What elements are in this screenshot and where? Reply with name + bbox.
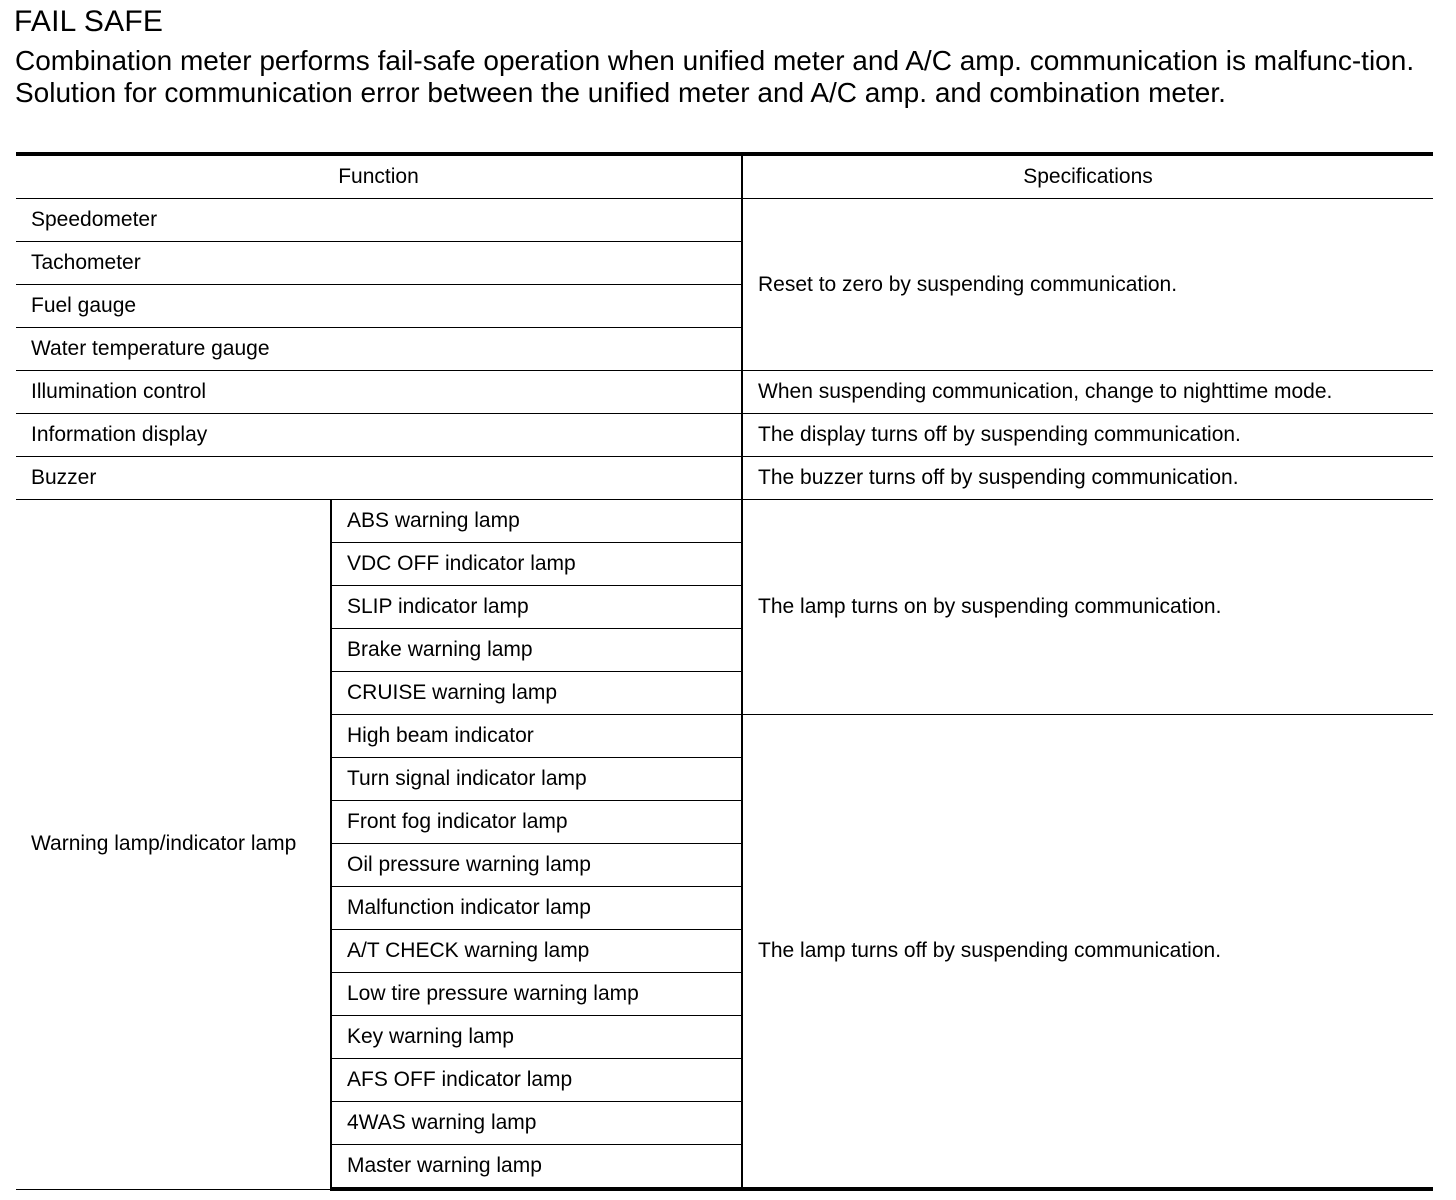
function-tachometer: Tachometer	[16, 242, 742, 285]
lamp-brake-warning: Brake warning lamp	[331, 629, 742, 672]
lamp-at-check-warning: A/T CHECK warning lamp	[331, 930, 742, 973]
function-fuel-gauge: Fuel gauge	[16, 285, 742, 328]
lamp-slip-indicator: SLIP indicator lamp	[331, 586, 742, 629]
lamp-master-warning: Master warning lamp	[331, 1145, 742, 1190]
lamp-cruise-warning: CRUISE warning lamp	[331, 672, 742, 715]
page-title: FAIL SAFE	[14, 5, 164, 38]
spec-lamps-off: The lamp turns off by suspending communication.	[742, 715, 1433, 1190]
table-row	[16, 457, 1433, 500]
lamp-4was-warning: 4WAS warning lamp	[331, 1102, 742, 1145]
intro-line-2: Solution for communication error between the unified meter and A/C amp. and combination meter.	[15, 77, 1226, 108]
spec-info-display: The display turns off by suspending communication.	[742, 414, 1433, 457]
lamp-low-tire-pressure-warning: Low tire pressure warning lamp	[331, 973, 742, 1016]
fail-safe-table	[16, 152, 1433, 1191]
spec-buzzer: The buzzer turns off by suspending communication.	[742, 457, 1433, 500]
spec-illumination: When suspending communication, change to nighttime mode.	[742, 371, 1433, 414]
table-row	[16, 414, 1433, 457]
function-info-display: Information display	[16, 414, 742, 457]
lamp-afs-off-indicator: AFS OFF indicator lamp	[331, 1059, 742, 1102]
lamp-turn-signal-indicator: Turn signal indicator lamp	[331, 758, 742, 801]
function-buzzer: Buzzer	[16, 457, 742, 500]
intro-line-1: Combination meter performs fail-safe operation when unified meter and A/C amp. communication is malfunc-tion.	[15, 45, 1415, 76]
lamp-malfunction-indicator: Malfunction indicator lamp	[331, 887, 742, 930]
function-illumination: Illumination control	[16, 371, 742, 414]
table-row	[16, 500, 1433, 543]
lamp-abs-warning: ABS warning lamp	[331, 500, 742, 543]
function-speedometer: Speedometer	[16, 199, 742, 242]
spec-lamps-on: The lamp turns on by suspending communication.	[742, 500, 1433, 715]
spec-gauges: Reset to zero by suspending communication.	[742, 199, 1433, 371]
header-function: Function	[16, 154, 742, 199]
function-water-temp-gauge: Water temperature gauge	[16, 328, 742, 371]
lamp-oil-pressure-warning: Oil pressure warning lamp	[331, 844, 742, 887]
header-specifications: Specifications	[742, 154, 1433, 199]
table-header-row	[16, 154, 1433, 199]
lamp-high-beam-indicator: High beam indicator	[331, 715, 742, 758]
intro-text	[15, 45, 1435, 109]
lamp-key-warning: Key warning lamp	[331, 1016, 742, 1059]
table-row	[16, 199, 1433, 242]
lamp-vdc-off-indicator: VDC OFF indicator lamp	[331, 543, 742, 586]
lamp-front-fog-indicator: Front fog indicator lamp	[331, 801, 742, 844]
function-warning-lamp-group: Warning lamp/indicator lamp	[16, 500, 331, 1190]
table-row	[16, 371, 1433, 414]
